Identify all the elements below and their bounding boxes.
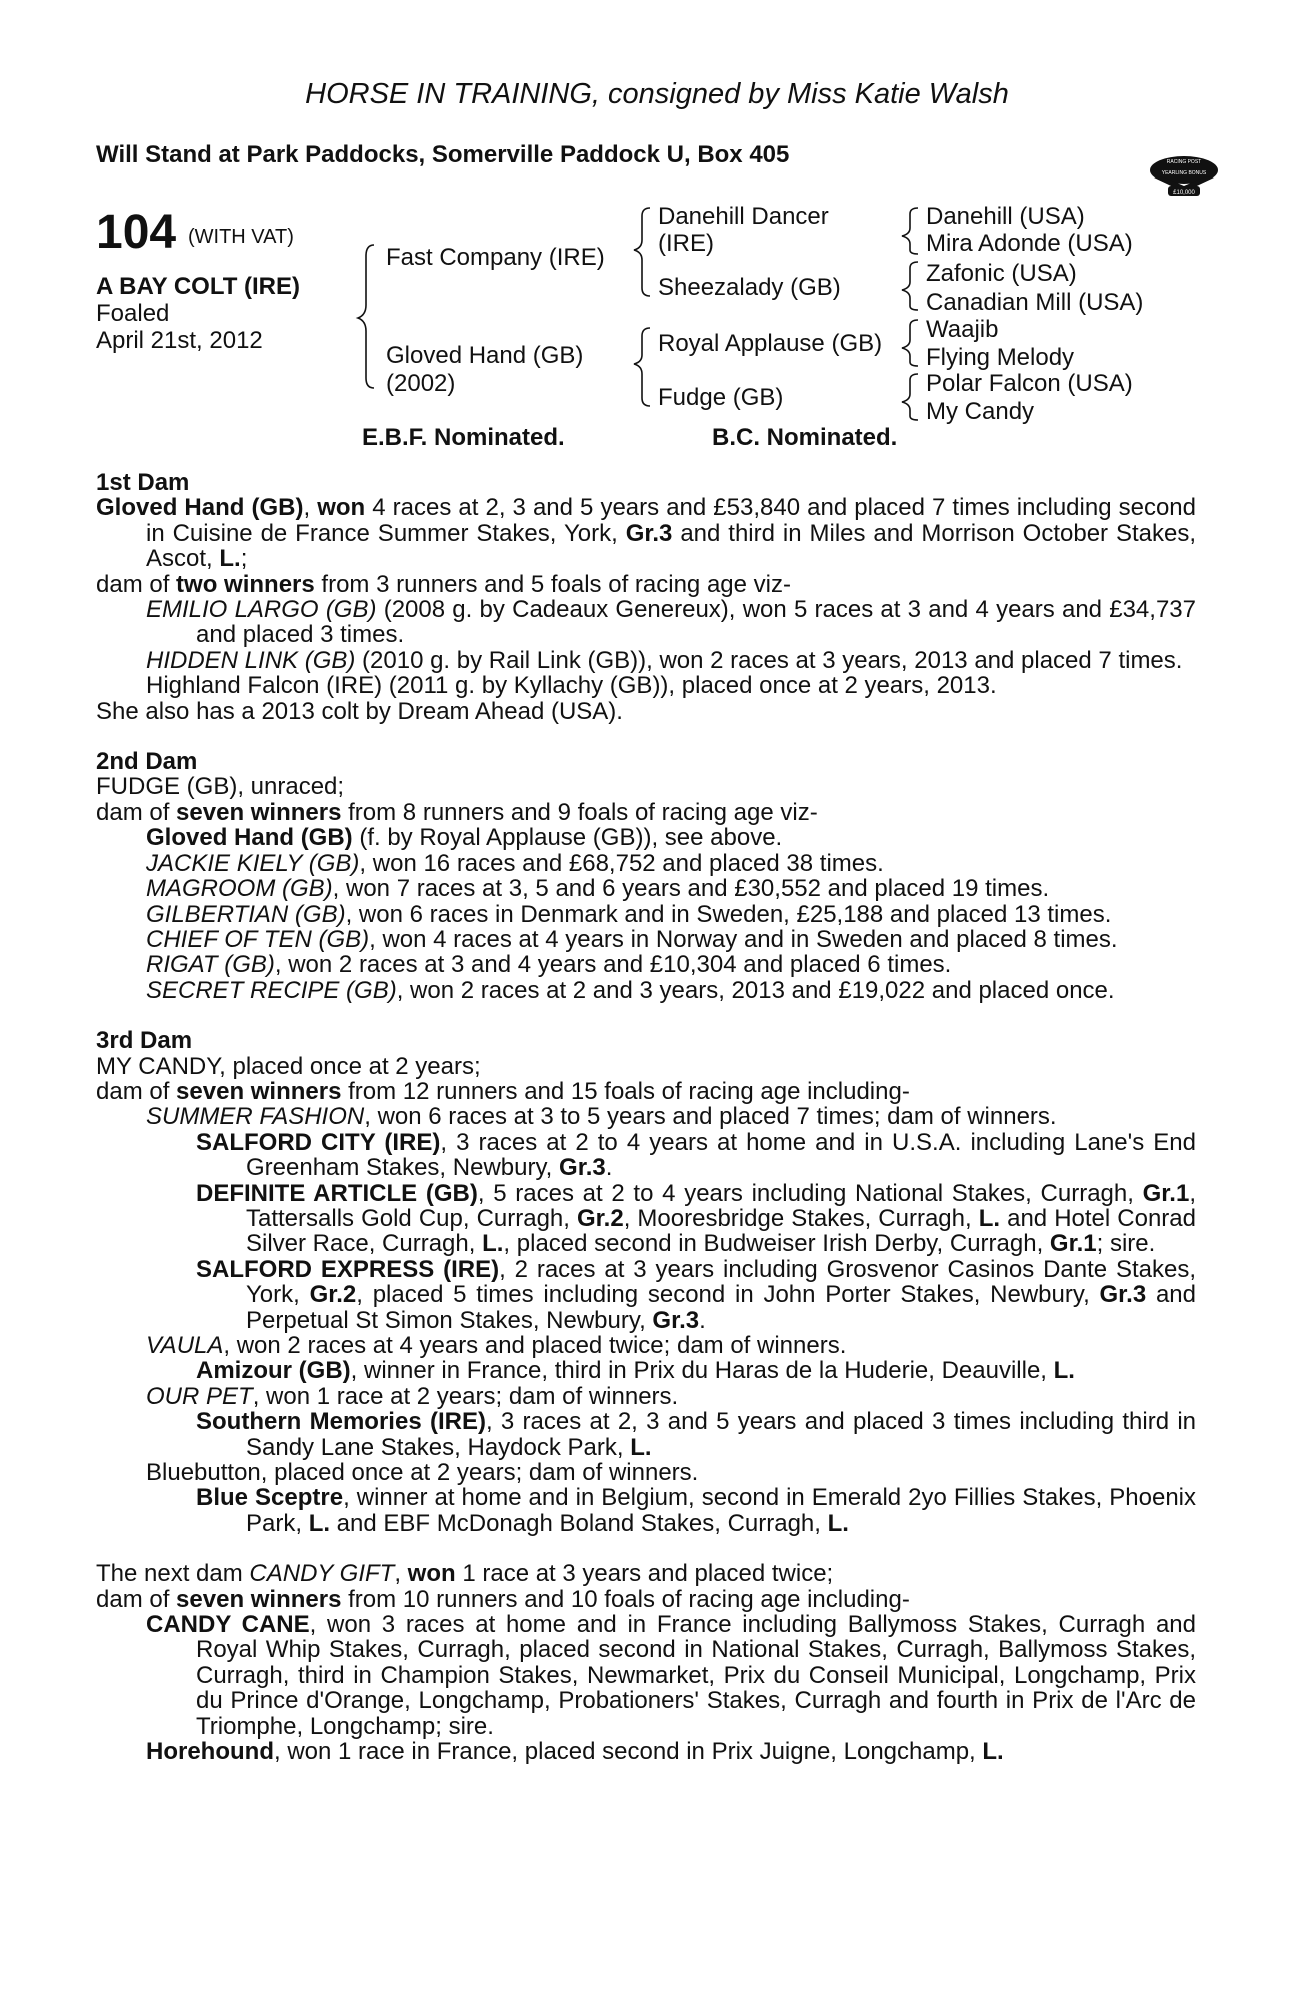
third-dam-produce-summary: dam of seven winners from 12 runners and 15 foals of racing age including-: [96, 1077, 910, 1105]
third-dam-foal: SUMMER FASHION, won 6 races at 3 to 5 years and placed 7 times; dam of winners.: [146, 1103, 1057, 1131]
pedigree-sire-sire-country: (IRE): [658, 230, 714, 257]
second-dam-foal: RIGAT (GB), won 2 races at 3 and 4 years and £10,304 and placed 6 times.: [146, 951, 952, 979]
second-dam-foal: SECRET RECIPE (GB), won 2 races at 2 and 3 years, 2013 and £19,022 and placed once.: [146, 976, 1115, 1004]
first-dam-record: Gloved Hand (GB), won 4 races at 2, 3 and 5 years and £53,840 and placed 7 times including second in Cuisine de France Summer Stakes, York, Gr.3 and third in Miles and Morrison October Stakes, Ascot, L.;: [96, 494, 1197, 573]
second-dam-foal: MAGROOM (GB), won 7 races at 3, 5 and 6 years and £30,552 and placed 19 times.: [146, 875, 1050, 903]
second-dam-foal: JACKIE KIELY (GB), won 16 races and £68,752 and placed 38 times.: [146, 849, 884, 877]
pedigree-dds: Polar Falcon (USA): [926, 370, 1133, 397]
next-dam-foal: Horehound, won 1 race in France, placed second in Prix Juigne, Longchamp, L.: [146, 1738, 1004, 1766]
pedigree-sss: Danehill (USA): [926, 203, 1085, 230]
first-dam-heading: 1st Dam: [96, 469, 190, 496]
next-dam-produce-summary: dam of seven winners from 10 runners and 10 foals of racing age including-: [96, 1585, 910, 1613]
catalogue-body: [96, 470, 1196, 1765]
first-dam-foal-2: HIDDEN LINK (GB) (2010 g. by Rail Link (GB)), won 2 races at 3 years, 2013 and placed 7 times.: [146, 646, 1183, 674]
third-dam-grandfoal: Southern Memories (IRE), 3 races at 2, 3 and 5 years and placed 3 times including third in Sandy Lane Stakes, Haydock Park, L.: [196, 1408, 1197, 1461]
third-dam-foal: VAULA, won 2 races at 4 years and placed twice; dam of winners.: [146, 1332, 847, 1359]
next-dam-record: The next dam CANDY GIFT, won 1 race at 3 years and placed twice;: [96, 1560, 834, 1588]
pedigree-dam-dam: Fudge (GB): [658, 384, 784, 411]
third-dam-grandfoal: Amizour (GB), winner in France, third in Prix du Haras de la Huderie, Deauville, L.: [196, 1357, 1075, 1385]
pedigree-ddd: My Candy: [926, 398, 1035, 425]
second-dam-record: FUDGE (GB), unraced;: [96, 773, 345, 801]
ebf-nominated: E.B.F. Nominated.: [362, 424, 565, 451]
page-title: HORSE IN TRAINING, consigned by Miss Katie Walsh: [305, 78, 1009, 110]
pedigree-ssd: Mira Adonde (USA): [926, 230, 1133, 257]
second-dam-foal: GILBERTIAN (GB), won 6 races in Denmark and in Sweden, £25,188 and placed 13 times.: [146, 900, 1112, 928]
pedigree-sdd: Canadian Mill (USA): [926, 289, 1144, 316]
pedigree-dam-sire: Royal Applause (GB): [658, 330, 883, 357]
pedigree-dsd: Flying Melody: [926, 344, 1075, 371]
second-dam-produce-summary: dam of seven winners from 8 runners and 9 foals of racing age viz-: [96, 798, 818, 826]
lot-number: 104: [96, 206, 177, 259]
next-dam-foal: CANDY CANE, won 3 races at home and in France including Ballymoss Stakes, Curragh and Royal Whip Stakes, Curragh, placed second in National Stakes, Curragh, Ballymoss Stakes, Curragh, third in Champion Stakes, Newmarket, Prix du Conseil Municipal, Longchamp, Prix du Prince d'Orange, Longchamp, Probationers' Stakes, Curragh and fourth in Prix de l'Arc de Triomphe, Longchamp; sire.: [146, 1611, 1196, 1740]
svg-text:YEARLING BONUS: YEARLING BONUS: [1161, 170, 1207, 176]
svg-text:RACING POST: RACING POST: [1166, 159, 1202, 165]
second-dam-foal: Gloved Hand (GB) (f. by Royal Applause (GB)), see above.: [146, 824, 783, 852]
third-dam-grandfoal: SALFORD EXPRESS (IRE), 2 races at 3 years including Grosvenor Casinos Dante Stakes, York, Gr.2, placed 5 times including second in John Porter Stakes, Newbury, Gr.3 and Perpetual St Simon Stakes, Newbury, Gr.3.: [196, 1255, 1197, 1334]
foaled-label: Foaled: [96, 300, 170, 327]
bc-nominated: B.C. Nominated.: [712, 424, 898, 451]
first-dam-foal-3: Highland Falcon (IRE) (2011 g. by Kyllachy (GB)), placed once at 2 years, 2013.: [146, 672, 997, 700]
third-dam-heading: 3rd Dam: [96, 1027, 193, 1055]
pedigree-dam-year: (2002): [386, 370, 456, 397]
third-dam-foal: OUR PET, won 1 race at 2 years; dam of winners.: [146, 1382, 679, 1410]
foaled-date: April 21st, 2012: [96, 327, 263, 354]
third-dam-grandfoal: DEFINITE ARTICLE (GB), 5 races at 2 to 4 years including National Stakes, Curragh, Gr.1, Tattersalls Gold Cup, Curragh, Gr.2, Mooresbridge Stakes, Curragh, L. and Hotel Conrad Silver Race, Curragh, L., placed second in Budweiser Irish Derby, Curragh, Gr.1; sire.: [196, 1179, 1196, 1258]
third-dam-grandfoal: Blue Sceptre, winner at home and in Belgium, second in Emerald 2yo Fillies Stakes, Phoenix Park, L. and EBF McDonagh Boland Stakes, Curragh, L.: [196, 1484, 1197, 1537]
svg-text:£10,000: £10,000: [1173, 190, 1195, 196]
first-dam-foal-1: EMILIO LARGO (GB) (2008 g. by Cadeaux Genereux), won 5 races at 3 and 4 years and £34,737 and placed 3 times.: [146, 596, 1196, 649]
lot-description: A BAY COLT (IRE): [96, 273, 301, 300]
stand-location: Will Stand at Park Paddocks, Somerville Paddock U, Box 405: [96, 141, 790, 168]
pedigree-dam: Gloved Hand (GB): [386, 342, 584, 369]
second-dam-foal: CHIEF OF TEN (GB), won 4 races at 4 years in Norway and in Sweden and placed 8 times.: [146, 925, 1118, 953]
third-dam-record: MY CANDY, placed once at 2 years;: [96, 1052, 481, 1080]
pedigree-sire-dam: Sheezalady (GB): [658, 274, 841, 301]
second-dam-heading: 2nd Dam: [96, 748, 198, 776]
first-dam-produce-summary: dam of two winners from 3 runners and 5 foals of racing age viz-: [96, 570, 791, 598]
pedigree-sds: Zafonic (USA): [926, 260, 1077, 287]
vat-label: (WITH VAT): [188, 226, 294, 248]
third-dam-foal: Bluebutton, placed once at 2 years; dam of winners.: [146, 1459, 699, 1487]
pedigree-dss: Waajib: [926, 316, 999, 343]
first-dam-note: She also has a 2013 colt by Dream Ahead (USA).: [96, 697, 623, 725]
third-dam-grandfoal: SALFORD CITY (IRE), 3 races at 2 to 4 years at home and in U.S.A. including Lane's End Greenham Stakes, Newbury, Gr.3.: [196, 1128, 1197, 1182]
pedigree-sire-sire: Danehill Dancer: [658, 203, 829, 230]
pedigree-sire: Fast Company (IRE): [386, 244, 605, 271]
